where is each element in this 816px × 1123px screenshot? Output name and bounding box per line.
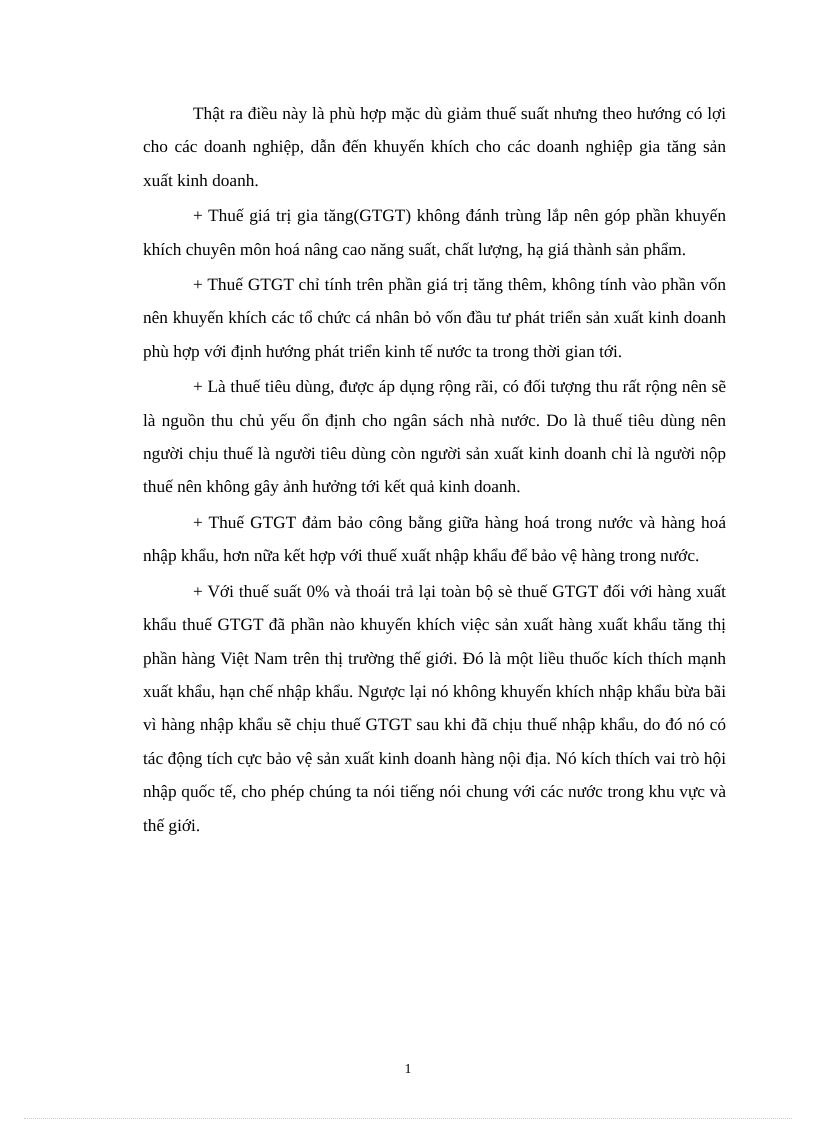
page-bottom-border: [24, 1118, 792, 1119]
paragraph-4: + Là thuế tiêu dùng, được áp dụng rộng rãi, có đối tượng thu rất rộng nên sẽ là nguồn thu chủ yếu ổn định cho ngân sách nhà nước. Do là thuế tiêu dùng nên người chịu thuế là người tiêu dùng còn người sản xuất kinh doanh chỉ là người nộp thuế nên không gây ảnh hưởng tới kết quả kinh doanh.: [143, 377, 726, 497]
paragraph-6: + Với thuế suất 0% và thoái trả lại toàn bộ sè thuế GTGT đối với hàng xuất khẩu thuế GTGT đã phần nào khuyến khích việc sản xuất hàng xuất khẩu tăng thị phần hàng Việt Nam trên thị trường thế giới. Đó là một liều thuốc kích thích mạnh xuất khẩu, hạn chế nhập khẩu. Ngược lại nó không khuyến khích nhập khẩu bừa bãi vì hàng nhập khẩu sẽ chịu thuế GTGT sau khi đã chịu thuế nhập khẩu, do đó nó có tác động tích cực bảo vệ sản xuất kinh doanh hàng nội địa. Nó kích thích vai trò hội nhập quốc tế, cho phép chúng ta nói tiếng nói chung với các nước trong khu vực và thế giới.: [143, 581, 726, 835]
paragraph-1: Thật ra điều này là phù hợp mặc dù giảm thuế suất nhưng theo hướng có lợi cho các doanh nghiệp, dẫn đến khuyến khích cho các doanh nghiệp gia tăng sản xuất kinh doanh.: [143, 104, 726, 190]
document-body: [143, 97, 726, 844]
paragraph-2: + Thuế giá trị gia tăng(GTGT) không đánh trùng lắp nên góp phần khuyến khích chuyên môn hoá nâng cao năng suất, chất lượng, hạ giá thành sản phẩm.: [143, 206, 726, 259]
paragraph-3: + Thuế GTGT chỉ tính trên phần giá trị tăng thêm, không tính vào phần vốn nên khuyến khích các tổ chức cá nhân bỏ vốn đầu tư phát triển sản xuất kinh doanh phù hợp với định hướng phát triển kinh tế nước ta trong thời gian tới.: [143, 275, 726, 361]
paragraph-5: + Thuế GTGT đảm bảo công bằng giữa hàng hoá trong nước và hàng hoá nhập khẩu, hơn nữa kết hợp với thuế xuất nhập khẩu để bảo vệ hàng trong nước.: [143, 512, 726, 566]
page-number: 1: [404, 1062, 412, 1077]
